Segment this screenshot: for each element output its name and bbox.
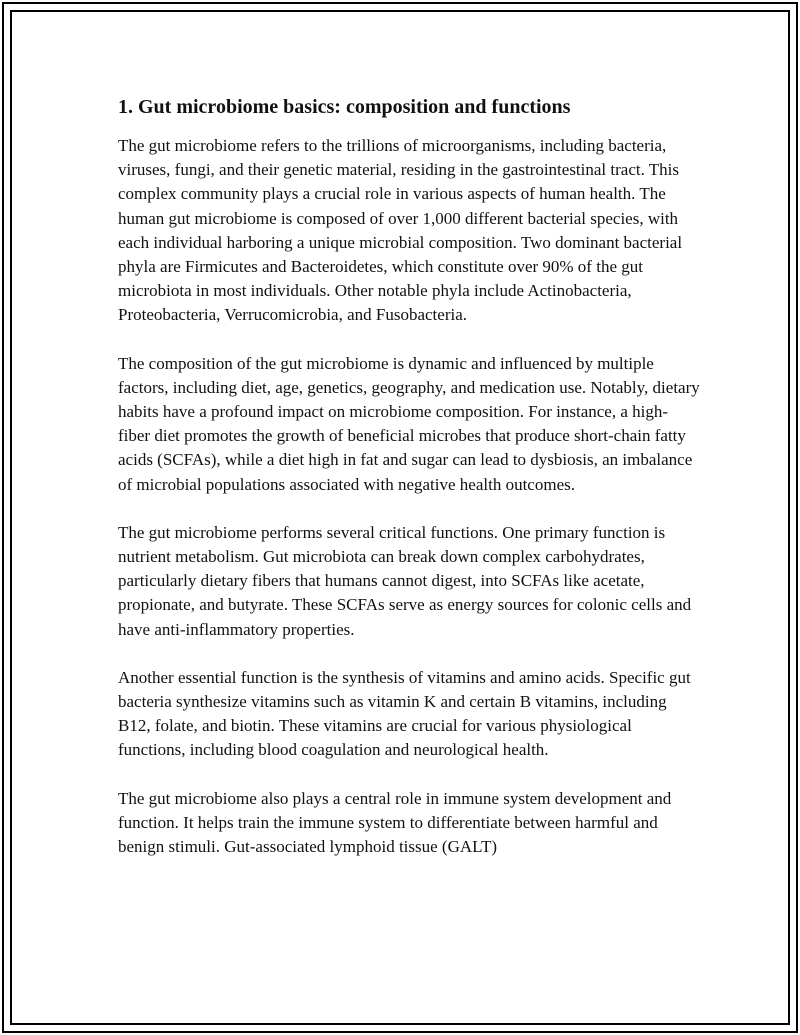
document-body	[118, 94, 700, 883]
paragraph-immune-system: The gut microbiome also plays a central role in immune system development and function. It helps train the immune system to differentiate between harmful and benign stimuli. Gut-associated lymphoid tissue (GALT)	[118, 788, 672, 857]
paragraph-composition: The gut microbiome refers to the trillions of microorganisms, including bacteria, viruses, fungi, and their genetic material, residing in the gastrointestinal tract. This complex community plays a crucial role in various aspects of human health. The human gut microbiome is composed of over 1,000 different bacterial species, with each individual harboring a unique microbial composition. Two dominant bacterial phyla are Firmicutes and Bacteroidetes, which constitute over 90% of the gut microbiota in most individuals. Other notable phyla include Actinobacteria, Proteobacteria, Verrucomicrobia, and Fusobacteria.	[118, 136, 683, 325]
paragraph-influencing-factors: The composition of the gut microbiome is dynamic and influenced by multiple factors, including diet, age, genetics, geography, and medication use. Notably, dietary habits have a profound impact on microbiome composition. For instance, a high-fiber diet promotes the growth of beneficial microbes that produce short-chain fatty acids (SCFAs), while a diet high in fat and sugar can lead to dysbiosis, an imbalance of microbial populations associated with negative health outcomes.	[118, 353, 700, 494]
paragraph-nutrient-metabolism: The gut microbiome performs several critical functions. One primary function is nutrient metabolism. Gut microbiota can break down complex carbohydrates, particularly dietary fibers that humans cannot digest, into SCFAs like acetate, propionate, and butyrate. These SCFAs serve as energy sources for colonic cells and have anti-inflammatory properties.	[118, 522, 692, 639]
section-heading: 1. Gut microbiome basics: composition and functions	[118, 96, 571, 118]
paragraph-vitamin-synthesis: Another essential function is the synthesis of vitamins and amino acids. Specific gut bacteria synthesize vitamins such as vitamin K and certain B vitamins, including B12, folate, and biotin. These vitamins are crucial for various physiological functions, including blood coagulation and neurological health.	[118, 667, 691, 760]
